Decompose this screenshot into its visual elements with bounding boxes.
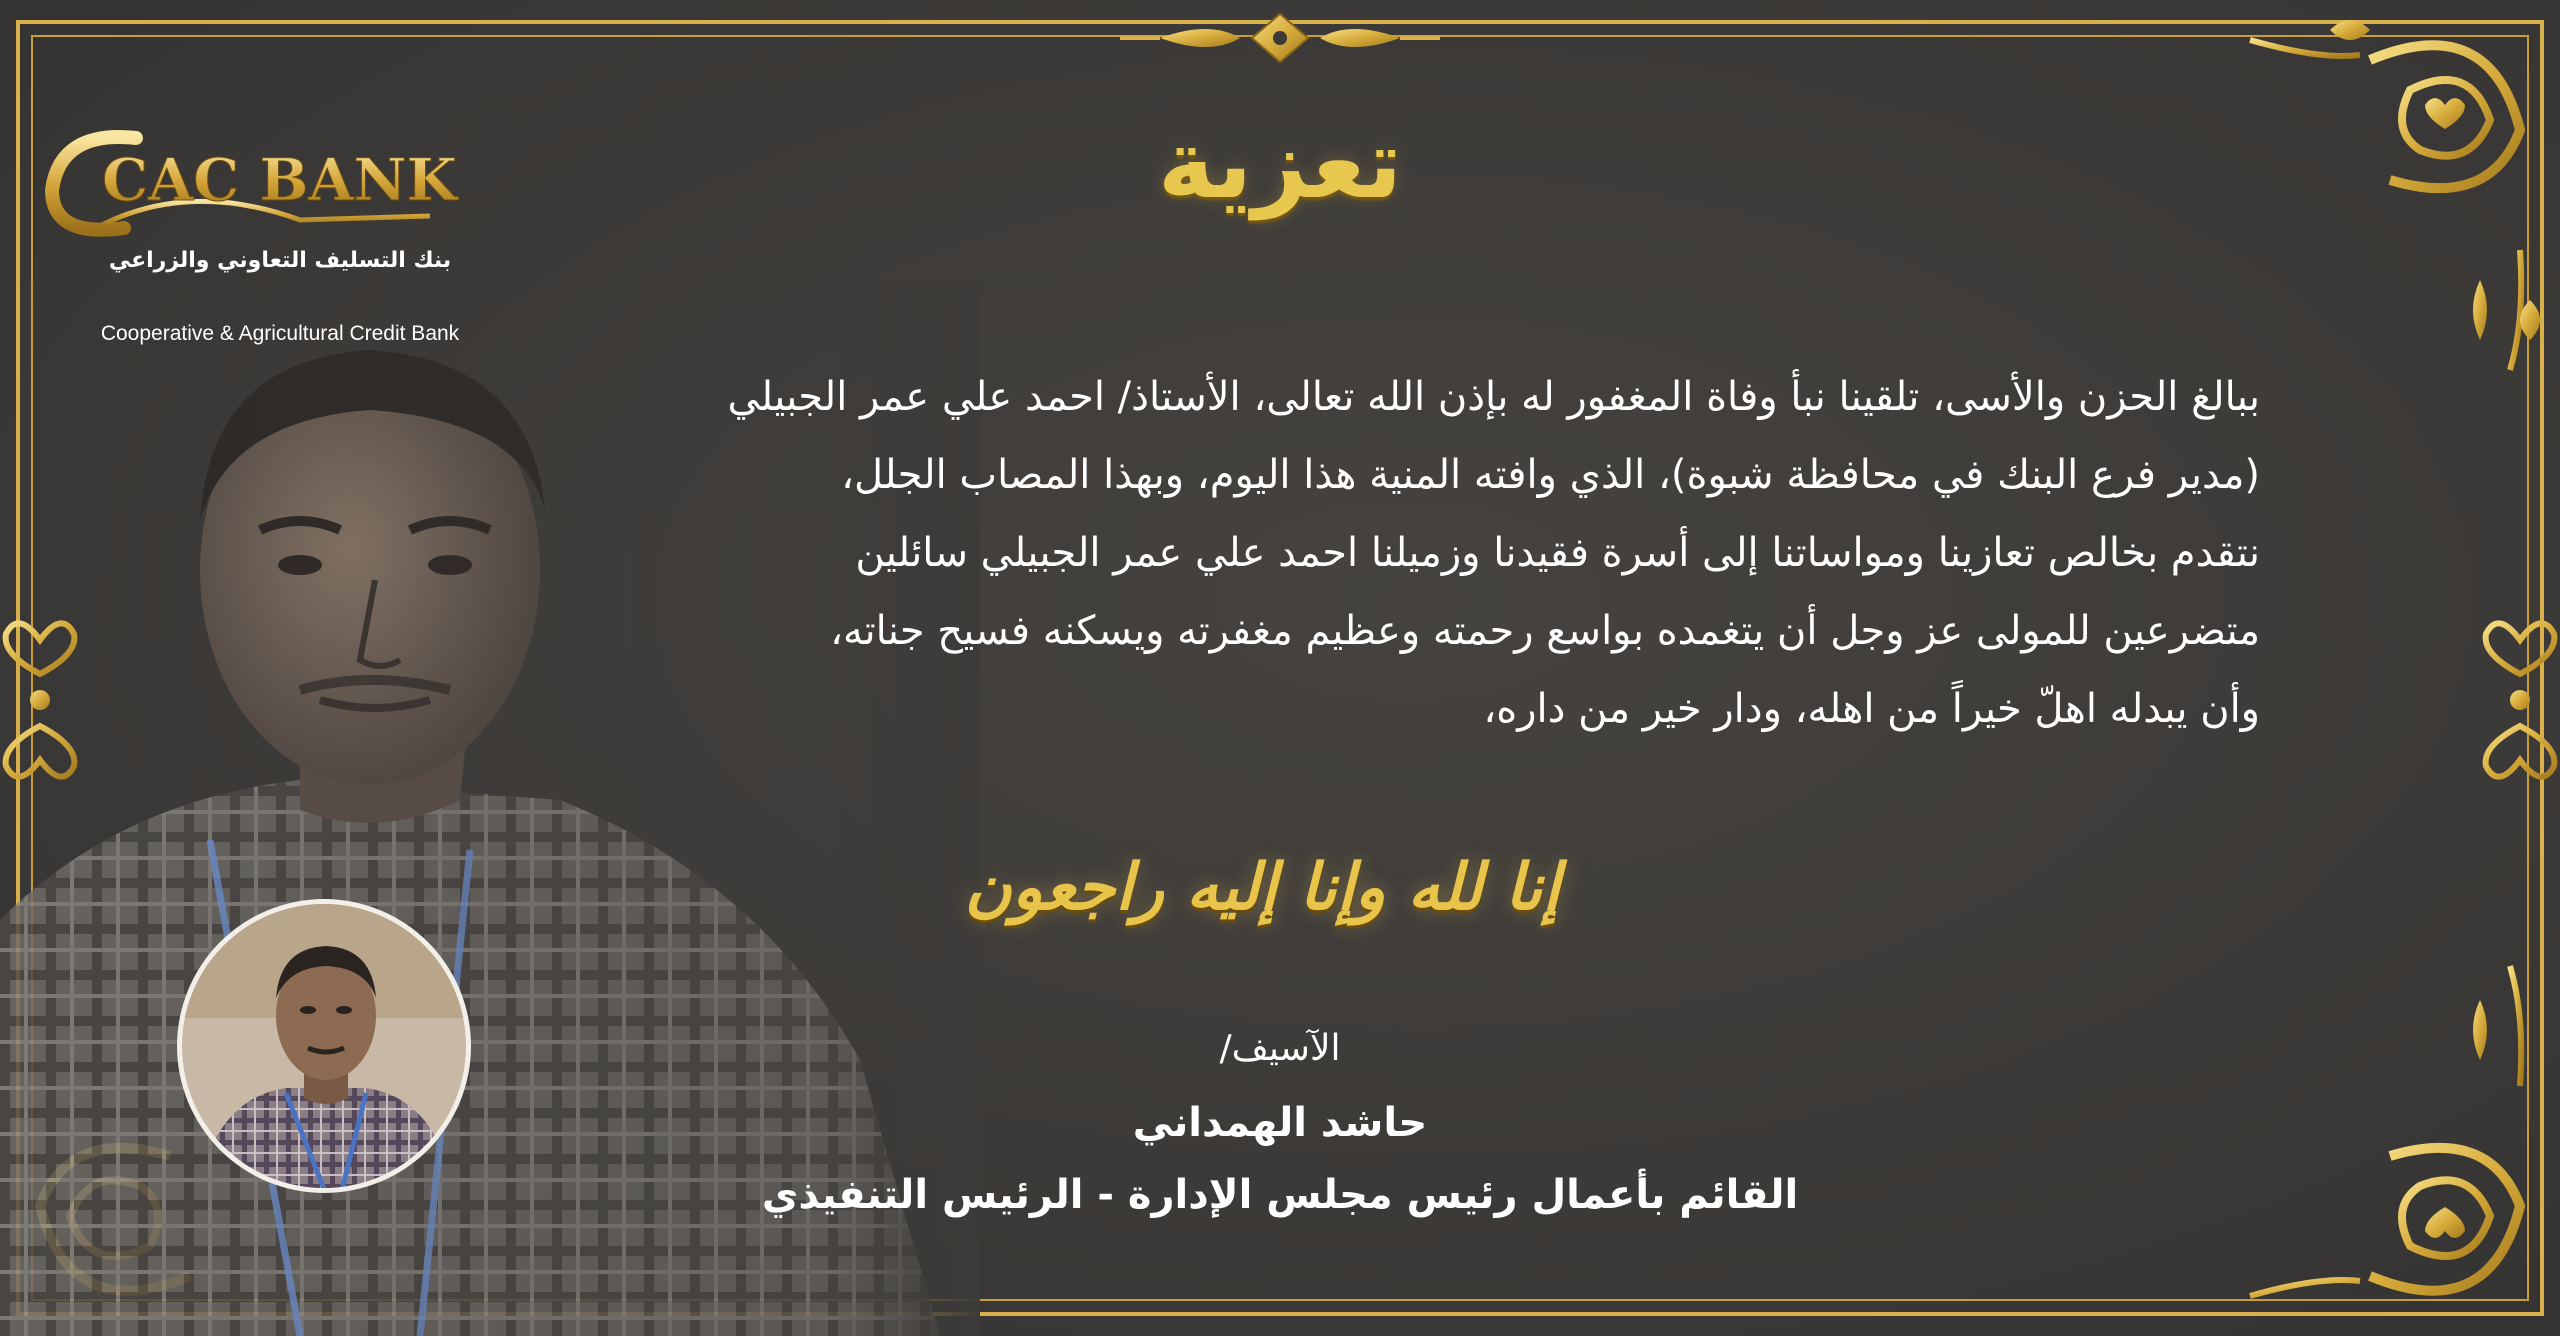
logo-arabic-name: بنك التسليف التعاوني والزراعي	[108, 248, 452, 273]
calligraphy-verse: إنا لله وإنا إليه راجعون	[964, 850, 1560, 925]
cac-bank-wordmark-logo	[40, 120, 460, 240]
signatory-position: القائم بأعمال رئيس مجلس الإدارة - الرئيس التنفيذي	[761, 1172, 1799, 1218]
top-right-corner-filigree-icon	[2250, 20, 2540, 370]
message-line: وأن يبدله اهلّ خيراً من اهله، ودار خير من داره،	[1483, 686, 2260, 732]
signatory-portrait-photo	[176, 898, 472, 1194]
message-line: متضرعين للمولى عز وجل أن يتغمده بواسع رحمته وعظيم مغفرته ويسكنه فسيح جناته،	[830, 608, 2260, 654]
signatory-name: حاشد الهمداني	[1132, 1100, 1428, 1146]
signature-label: الآسيف/	[1219, 1028, 1341, 1069]
message-line: نتقدم بخالص تعازينا ومواساتنا إلى أسرة فقيدنا وزميلنا احمد علي عمر الجبيلي سائلين	[855, 530, 2260, 576]
message-line: ببالغ الحزن والأسى، تلقينا نبأ وفاة المغفور له بإذن الله تعالى، الأستاذ/ احمد علي عمر الجبيلي	[727, 374, 2260, 420]
logo-wordmark-text: CAC BANK	[102, 146, 457, 214]
bank-logo	[40, 80, 460, 345]
logo-english-name: Cooperative & Agricultural Credit Bank	[100, 322, 460, 345]
page-title: تعزية	[1157, 108, 1403, 220]
right-side-heart-scroll-icon	[2486, 610, 2555, 790]
condolence-message	[290, 358, 2260, 748]
message-line: (مدير فرع البنك في محافظة شبوة)، الذي وافته المنية هذا اليوم، وبهذا المصاب الجلل،	[841, 452, 2260, 498]
